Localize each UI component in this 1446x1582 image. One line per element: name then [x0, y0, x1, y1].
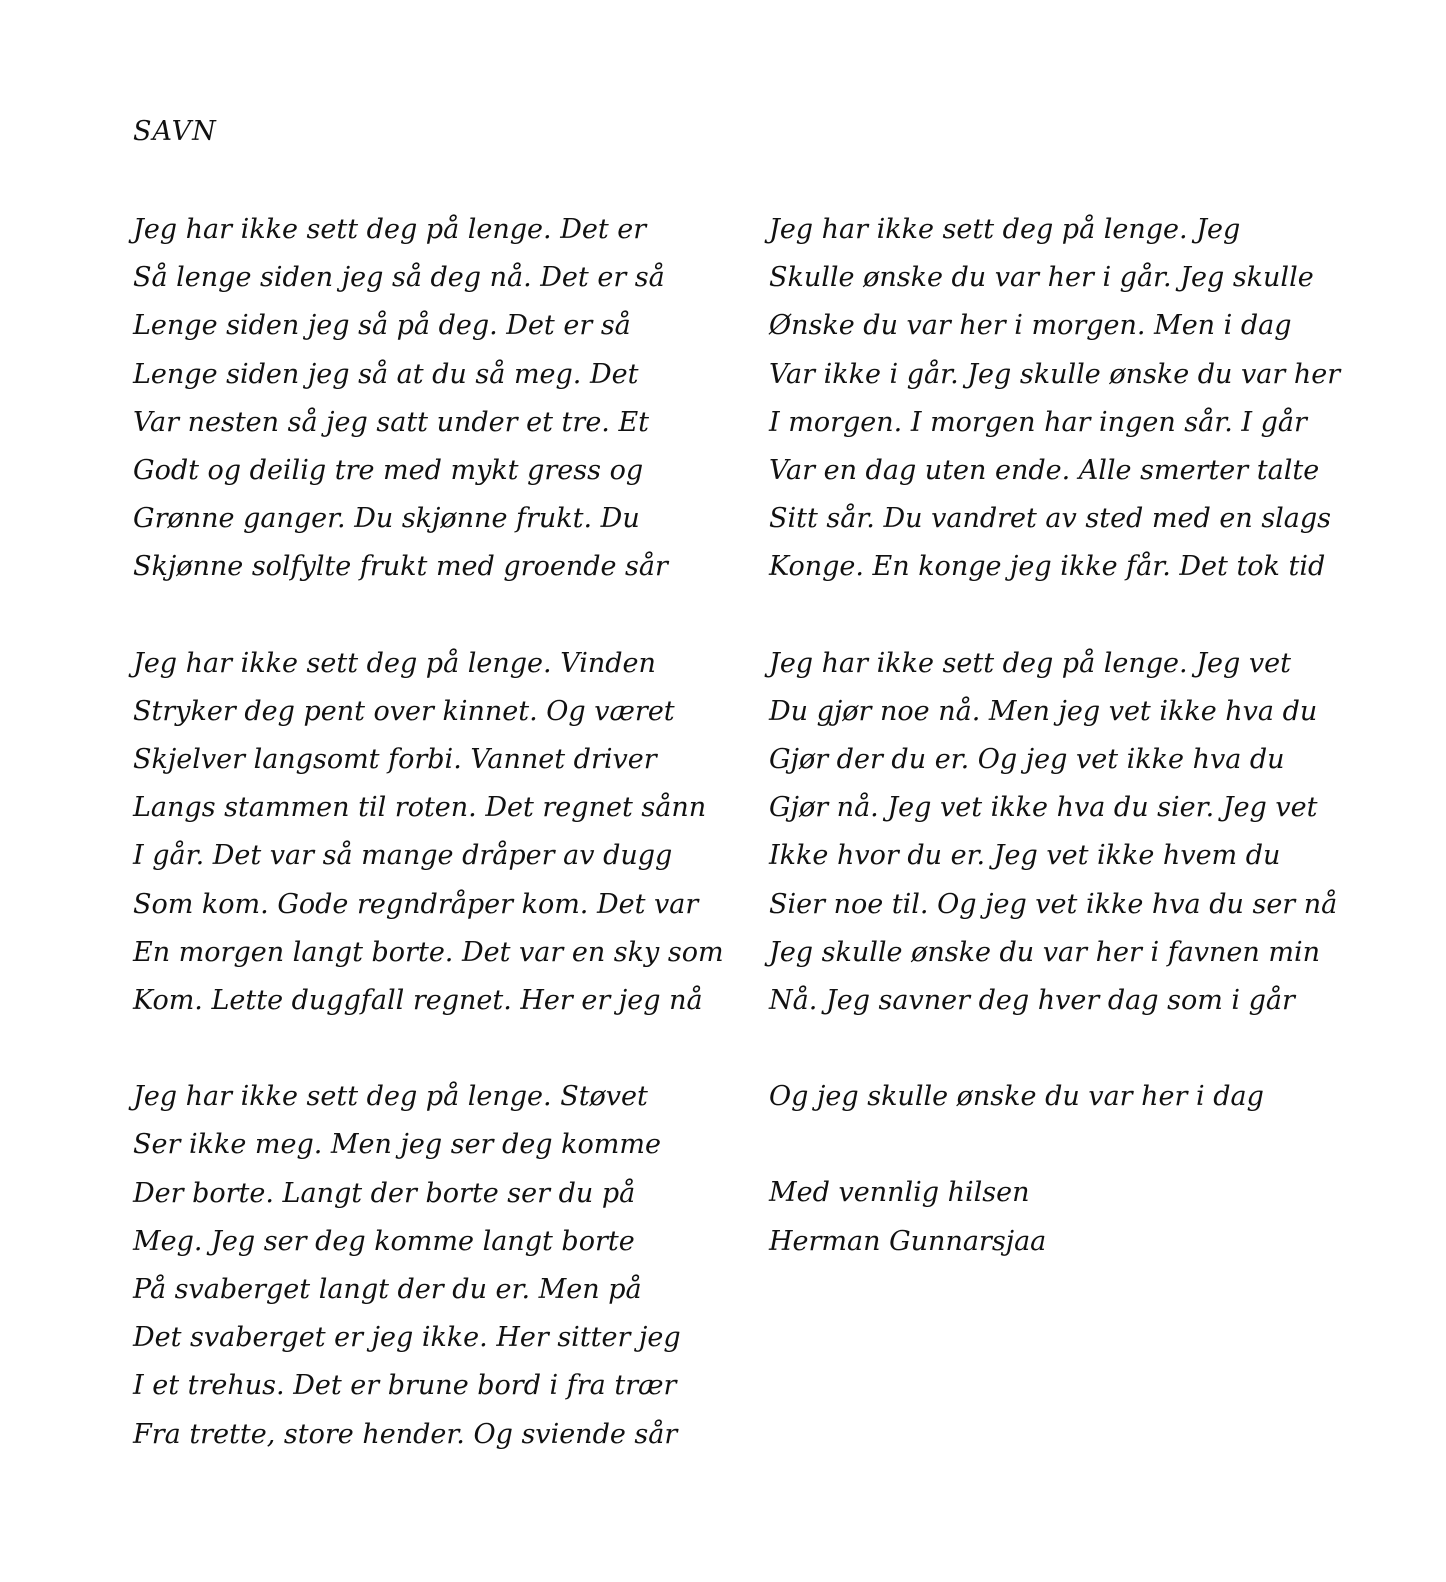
- poem-line: Kom. Lette duggfall regnet. Her er jeg nå: [133, 985, 703, 1017]
- stanza: [133, 206, 753, 592]
- poem-line: Grønne ganger. Du skjønne frukt. Du: [133, 503, 640, 535]
- poem-line: Skjønne solfylte frukt med groende sår: [133, 551, 668, 583]
- stanza: [769, 640, 1389, 1026]
- closing-line: [769, 1073, 1389, 1121]
- poem-line: På svaberget langt der du er. Men på: [133, 1274, 642, 1306]
- poem-line: Jeg har ikke sett deg på lenge. Det er: [133, 214, 647, 245]
- poem-line: Konge. En konge jeg ikke får. Det tok tid: [769, 551, 1326, 583]
- poem-line: Så lenge siden jeg så deg nå. Det er så: [133, 262, 665, 294]
- poem-line: Sier noe til. Og jeg vet ikke hva du ser nå: [769, 888, 1338, 920]
- poem-line: Gjør nå. Jeg vet ikke hva du sier. Jeg vet: [769, 792, 1318, 824]
- stanza: [133, 1073, 753, 1459]
- right-column: [769, 206, 1389, 1314]
- poem-line: En morgen langt borte. Det var en sky som: [133, 936, 724, 968]
- poem-line: Der borte. Langt der borte ser du på: [133, 1177, 636, 1209]
- signature-block: [769, 1169, 1389, 1265]
- poem-line: Lenge siden jeg så på deg. Det er så: [133, 310, 631, 342]
- poem-line: Ønske du var her i morgen. Men i dag: [769, 310, 1292, 342]
- stanza: [133, 640, 753, 1026]
- poem-title: SAVN: [133, 116, 217, 147]
- poem-line: Det svaberget er jeg ikke. Her sitter jeg: [133, 1322, 681, 1354]
- poem-line: Sitt sår. Du vandret av sted med en slags: [769, 503, 1332, 535]
- poem-line: Skulle ønske du var her i går. Jeg skulle: [769, 262, 1314, 294]
- poem-line: Stryker deg pent over kinnet. Og været: [133, 695, 675, 727]
- greeting: Med vennlig hilsen: [769, 1177, 1030, 1209]
- stanza: [769, 206, 1389, 592]
- poem-line: Skjelver langsomt forbi. Vannet driver: [133, 744, 657, 776]
- poem-line: Var nesten så jeg satt under et tre. Et: [133, 406, 650, 438]
- left-column: [133, 206, 753, 1507]
- poem-line: Lenge siden jeg så at du så meg. Det: [133, 358, 639, 390]
- poem-line: Jeg skulle ønske du var her i favnen min: [769, 936, 1321, 968]
- poem-line: I et trehus. Det er brune bord i fra trær: [133, 1370, 677, 1402]
- poem-line: Meg. Jeg ser deg komme langt borte: [133, 1225, 635, 1257]
- poem-line: I morgen. I morgen har ingen sår. I går: [769, 406, 1307, 438]
- poem-line: Gjør der du er. Og jeg vet ikke hva du: [769, 744, 1285, 776]
- poem-line: Og jeg skulle ønske du var her i dag: [769, 1081, 1264, 1113]
- poem-line: Jeg har ikke sett deg på lenge. Jeg: [769, 214, 1241, 245]
- author-name: Herman Gunnarsjaa: [769, 1225, 1047, 1257]
- poem-line: Godt og deilig tre med mykt gress og: [133, 455, 644, 487]
- poem-line: I går. Det var så mange dråper av dugg: [133, 840, 673, 872]
- poem-line: Du gjør noe nå. Men jeg vet ikke hva du: [769, 695, 1318, 727]
- poem-line: Fra trette, store hender. Og sviende sår: [133, 1418, 678, 1450]
- poem-line: Jeg har ikke sett deg på lenge. Vinden: [133, 647, 656, 679]
- poem-line: Som kom. Gode regndråper kom. Det var: [133, 888, 699, 920]
- poem-line: Nå. Jeg savner deg hver dag som i går: [769, 985, 1295, 1017]
- poem-line: Var ikke i går. Jeg skulle ønske du var her: [769, 358, 1341, 390]
- poem-line: Jeg har ikke sett deg på lenge. Jeg vet: [769, 647, 1291, 679]
- poem-line: Var en dag uten ende. Alle smerter talte: [769, 455, 1320, 487]
- poem-line: Ser ikke meg. Men jeg ser deg komme: [133, 1129, 661, 1161]
- poem-line: Jeg har ikke sett deg på lenge. Støvet: [133, 1081, 648, 1113]
- poem-line: Langs stammen til roten. Det regnet sånn: [133, 792, 707, 824]
- poem-line: Ikke hvor du er. Jeg vet ikke hvem du: [769, 840, 1281, 872]
